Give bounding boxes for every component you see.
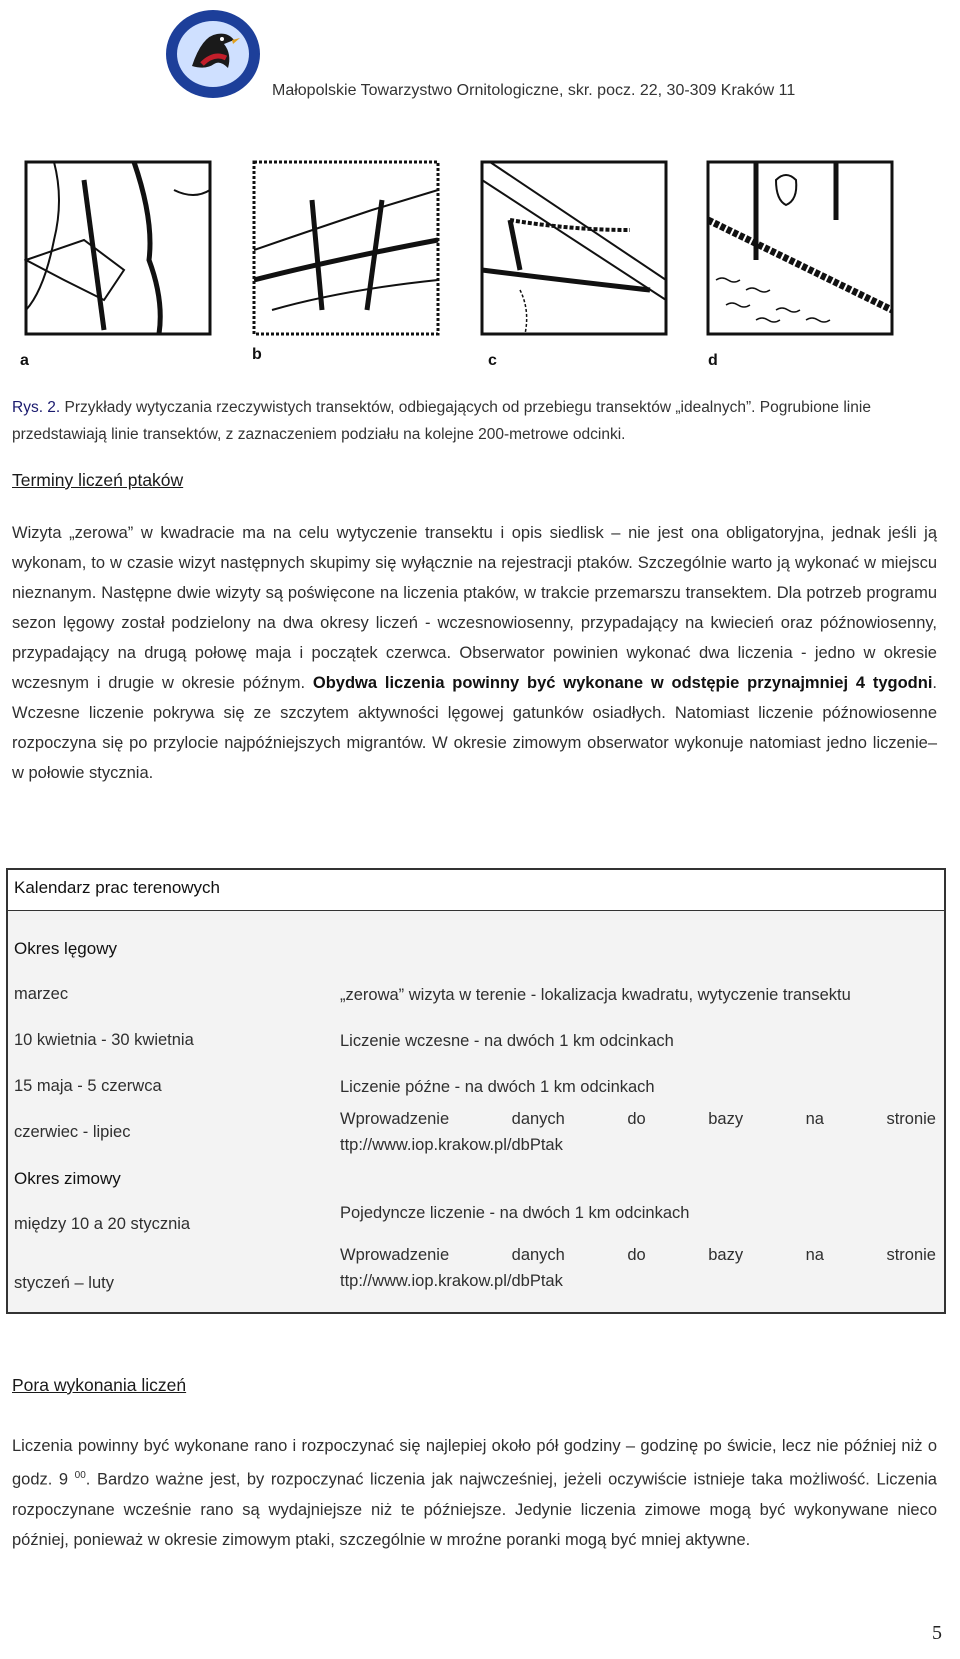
terms-paragraph-text: Wizyta „zerowa” w kwadracie ma na celu wytyczenie transektu i opis siedlisk – nie jest ona obligatoryjna, jednak jeśli ją wykonam, to w czasie wizyt następnych skupimy się wyłącznie na rejestracji ptaków. Szczególnie warto ją wykonać w miejscu nieznanym. Następne dwie wizyty są poświęcone na liczenia ptaków, w trakcie przemarszu transektem. Dla potrzeb programu sezon lęgowy został podzielony na dwa okresy liczeń - wczesnowiosenny, przypadający na kwiecień oraz późnowiosenny, przypadający na drugą połowę maja i początek czerwca. Obserwator powinien wykonać dwa liczenia - jedno w okresie wczesnym i drugie w okresie późnym. [12, 524, 937, 692]
terms-paragraph-tail: . Wczesne liczenie pokrywa się ze szczytem aktywności lęgowej gatunków osiadłych. Natomiast liczenie późnowiosenne rozpoczyna się po przylocie najpóźniejszych migrantów. W okresie zimowym obserwator wykonuje natomiast jedno liczenie– w połowie stycznia. [12, 674, 937, 782]
calendar-date-3: czerwiec - lipiec [14, 1123, 131, 1141]
calendar-title: Kalendarz prac terenowych [14, 878, 221, 897]
calendar-task-3-line1 [340, 1106, 936, 1132]
calendar-date-5: styczeń – luty [14, 1274, 114, 1292]
task-word: bazy [708, 1246, 744, 1264]
calendar-date-4: między 10 a 20 stycznia [14, 1215, 191, 1233]
task-word: danych [511, 1110, 565, 1128]
breeding-period-heading: Okres lęgowy [14, 939, 117, 958]
figure-caption-text: Przykłady wytyczania rzeczywistych transektów, odbiegających od przebiegu transektów „idealnych”. Pogrubione linie przedstawiają linie transektów, z zaznaczeniem podziału na kolejne 200-metrowe odcinki. [12, 399, 871, 443]
task-word: stronie [886, 1110, 936, 1128]
transect-map-d [706, 160, 896, 345]
task-word: Wprowadzenie [340, 1110, 450, 1128]
calendar-date-0: marzec [14, 985, 69, 1003]
transect-map-b [252, 160, 442, 345]
figure-label-d: d [708, 352, 718, 369]
page-number: 5 [932, 1622, 942, 1644]
calendar-task-3-link[interactable]: ttp://www.iop.krakow.pl/dbPtak [340, 1136, 563, 1154]
organization-logo [162, 6, 264, 102]
section-heading-terms: Terminy liczeń ptaków [12, 470, 184, 490]
organization-address: Małopolskie Towarzystwo Ornitologiczne, skr. pocz. 22, 30-309 Kraków 11 [272, 82, 796, 99]
task-word: Wprowadzenie [340, 1246, 450, 1264]
calendar-task-0: „zerowa” wizyta w terenie - lokalizacja kwadratu, wytyczenie transektu [340, 986, 851, 1004]
calendar-task-5 [340, 1242, 936, 1294]
time-superscript: 00 [74, 1470, 86, 1481]
calendar-task-3 [340, 1106, 936, 1158]
figure-label-a: a [20, 352, 29, 369]
task-word: stronie [886, 1246, 936, 1264]
calendar-task-2: Liczenie późne - na dwóch 1 km odcinkach [340, 1078, 655, 1096]
figure-label-c: c [488, 352, 497, 369]
calendar-task-5-link[interactable]: ttp://www.iop.krakow.pl/dbPtak [340, 1272, 563, 1290]
calendar-task-4: Pojedyncze liczenie - na dwóch 1 km odcinkach [340, 1204, 690, 1222]
terms-paragraph-bold: Obydwa liczenia powinny być wykonane w odstępie przynajmniej 4 tygodni [312, 674, 933, 692]
terms-paragraph [12, 518, 937, 788]
task-word: na [805, 1246, 824, 1264]
calendar-date-1: 10 kwietnia - 30 kwietnia [14, 1031, 194, 1049]
calendar-task-5-line1 [340, 1242, 936, 1268]
time-paragraph-tail: . Bardzo ważne jest, by rozpoczynać liczenia jak najwcześniej, jeżeli oczywiście istnieje taka możliwość. Liczenia rozpoczynane wcześnie rano są wydajniejsze niż te późniejsze. Jedynie liczenia zimowe mogą być wykonywane nieco później, ponieważ w okresie zimowym ptaki, szczególnie w mroźne poranki mogą być mniej aktywne. [12, 1470, 937, 1549]
calendar-title-row [8, 870, 944, 911]
figure-caption-prefix: Rys. 2. [12, 399, 61, 416]
time-paragraph [12, 1431, 937, 1555]
section-heading-time: Pora wykonania liczeń [12, 1375, 187, 1395]
figure-label-b: b [252, 346, 262, 363]
task-word: do [627, 1110, 646, 1128]
transect-map-c [480, 160, 670, 345]
calendar-task-1: Liczenie wczesne - na dwóch 1 km odcinkach [340, 1032, 674, 1050]
time-paragraph-text: Liczenia powinny być wykonane rano i rozpoczynać się najlepiej około pół godziny – godzinę po świcie, lecz nie później niż o godz. 9 [12, 1437, 937, 1489]
calendar-date-2: 15 maja - 5 czerwca [14, 1077, 162, 1095]
transect-map-a [24, 160, 214, 345]
winter-period-heading: Okres zimowy [14, 1169, 121, 1188]
calendar-table [6, 868, 946, 1314]
task-word: na [805, 1110, 824, 1128]
task-word: bazy [708, 1110, 744, 1128]
figure-caption [12, 394, 952, 448]
task-word: do [627, 1246, 646, 1264]
task-word: danych [511, 1246, 565, 1264]
